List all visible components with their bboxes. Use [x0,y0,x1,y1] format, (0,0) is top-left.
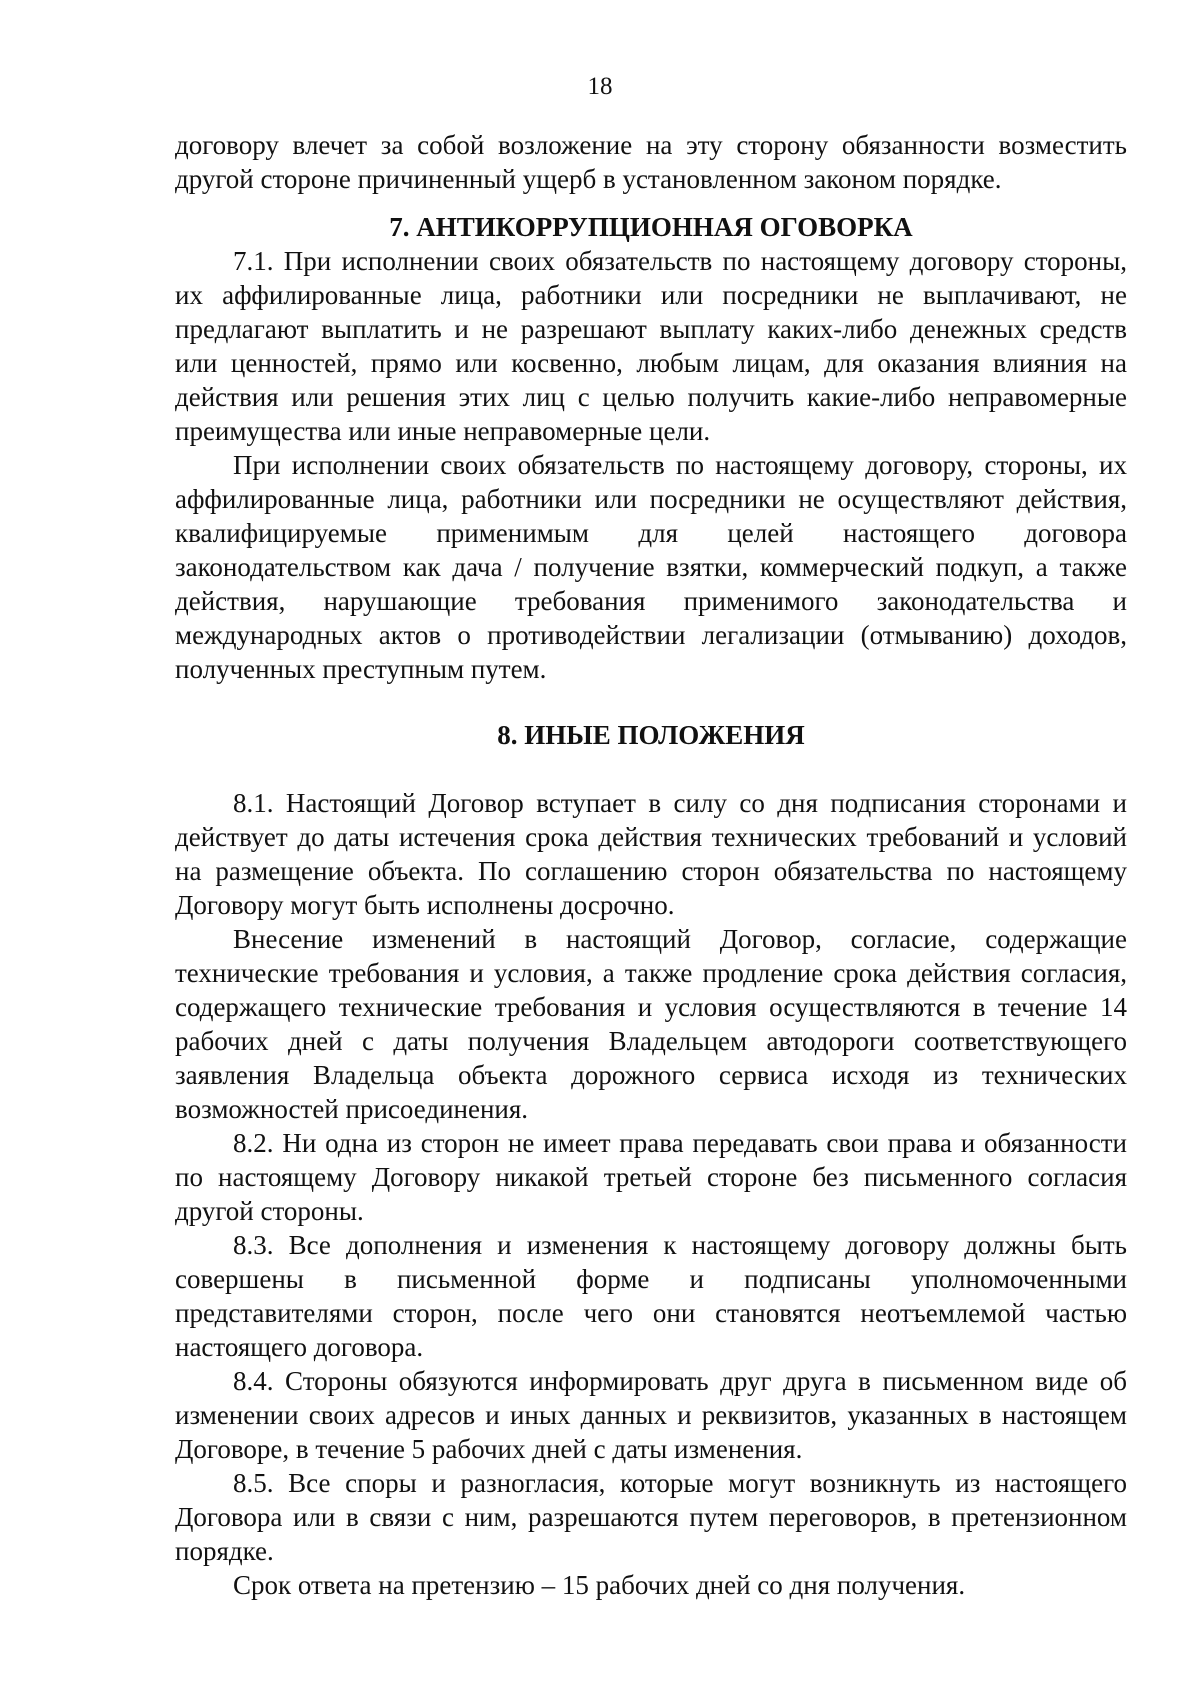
clause-8-5: 8.5. Все споры и разногласия, которые могут возникнуть из настоящего Договора или в связи с ним, разрешаются путем переговоров, в претензионном порядке. [175,1468,1127,1566]
clause-8-1-continued: Внесение изменений в настоящий Договор, согласие, содержащие технические требования и условия, а также продление срока действия согласия, содержащего технические требования и условия осуществляются в течение 14 рабочих дней с даты получения Владельцем автодороги соответствующего заявления Владельца объекта дорожного сервиса исходя из технических возможностей присоединения. [175,924,1127,1124]
clause-8-1: 8.1. Настоящий Договор вступает в силу со дня подписания сторонами и действует до даты истечения срока действия технических требований и условий на размещение объекта. По соглашению сторон обязательства по настоящему Договору могут быть исполнены досрочно. [175,788,1127,920]
intro-paragraph: договору влечет за собой возложение на эту сторону обязанности возместить другой стороне причиненный ущерб в установленном законом порядке. [175,130,1127,194]
clause-7-1-continued: При исполнении своих обязательств по настоящему договору, стороны, их аффилированные лица, работники или посредники не осуществляют действия, квалифицируемые применимым для целей настоящего договора законодательством как дача / получение взятки, коммерческий подкуп, а также действия, нарушающие требования применимого законодательства и международных актов о противодействии легализации (отмыванию) доходов, полученных преступным путем. [175,450,1127,684]
clause-8-2: 8.2. Ни одна из сторон не имеет права передавать свои права и обязанности по настоящему Договору никакой третьей стороне без письменного согласия другой стороны. [175,1128,1127,1226]
document-body [175,128,1127,1602]
clause-7-1: 7.1. При исполнении своих обязательств по настоящему договору стороны, их аффилированные лица, работники или посредники не выплачивают, не предлагают выплатить и не разрешают выплату каких-либо денежных средств или ценностей, прямо или косвенно, любым лицам, для оказания влияния на действия или решения этих лиц с целью получить какие-либо неправомерные преимущества или иные неправомерные цели. [175,246,1127,446]
clause-8-3: 8.3. Все дополнения и изменения к настоящему договору должны быть совершены в письменной форме и подписаны уполномоченными представителями сторон, после чего они становятся неотъемлемой частью настоящего договора. [175,1230,1127,1362]
claim-response-term: Срок ответа на претензию – 15 рабочих дней со дня получения. [233,1570,966,1600]
page-number: 18 [587,73,613,100]
section-8-title: 8. ИНЫЕ ПОЛОЖЕНИЯ [497,720,805,750]
section-7-title: 7. АНТИКОРРУПЦИОННАЯ ОГОВОРКА [389,212,913,242]
clause-8-4: 8.4. Стороны обязуются информировать друг друга в письменном виде об изменении своих адресов и иных данных и реквизитов, указанных в настоящем Договоре, в течение 5 рабочих дней с даты изменения. [175,1366,1127,1464]
